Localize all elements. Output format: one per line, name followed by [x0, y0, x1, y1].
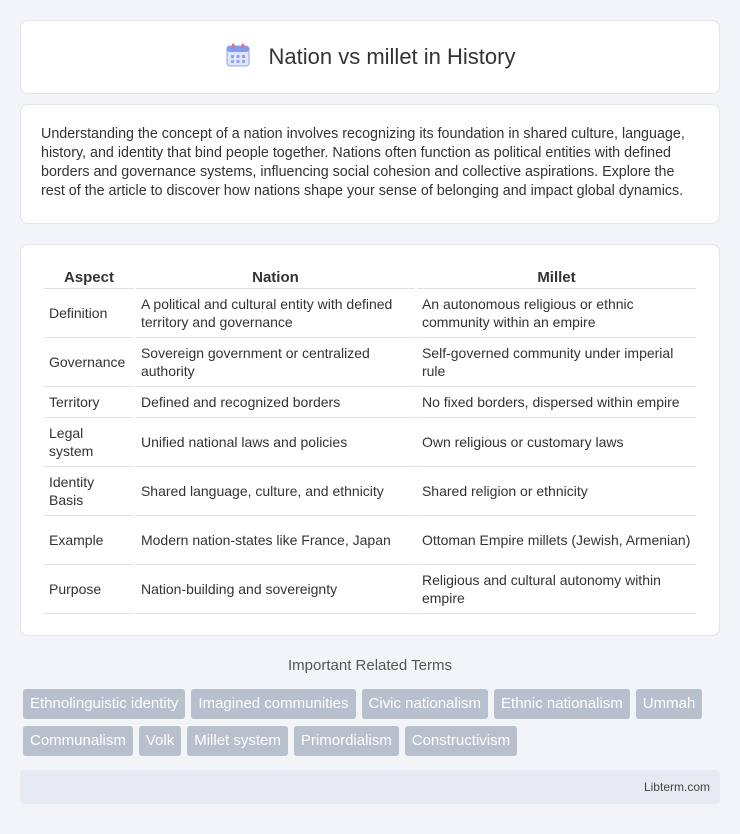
- footer-site-link[interactable]: Libterm.com: [643, 780, 710, 794]
- intro-card: [20, 104, 720, 224]
- nation-cell: Defined and recognized borders: [136, 387, 415, 418]
- related-terms-list: [23, 689, 723, 756]
- aspect-cell: Legal system: [44, 418, 134, 467]
- page-title: Nation vs millet in History: [268, 44, 516, 69]
- table-row: [44, 418, 696, 467]
- table-row: [44, 338, 696, 387]
- related-term-tag[interactable]: Civic nationalism: [362, 689, 489, 719]
- header-nation: Nation: [136, 265, 415, 289]
- nation-cell: A political and cultural entity with defined territory and governance: [136, 289, 415, 338]
- table-header-row: [44, 265, 696, 289]
- table-row: [44, 516, 696, 565]
- millet-cell: Ottoman Empire millets (Jewish, Armenian): [417, 516, 696, 565]
- millet-cell: Religious and cultural autonomy within empire: [417, 565, 696, 614]
- aspect-cell: Purpose: [44, 565, 134, 614]
- millet-cell: An autonomous religious or ethnic community within an empire: [417, 289, 696, 338]
- related-term-tag[interactable]: Ethnic nationalism: [494, 689, 630, 719]
- related-term-tag[interactable]: Constructivism: [405, 726, 517, 756]
- aspect-cell: Example: [44, 516, 134, 565]
- nation-cell: Shared language, culture, and ethnicity: [136, 467, 415, 516]
- comparison-table-card: [20, 244, 720, 636]
- header-card: [20, 20, 720, 94]
- millet-cell: Self-governed community under imperial rule: [417, 338, 696, 387]
- aspect-cell: Identity Basis: [44, 467, 134, 516]
- related-term-tag[interactable]: Imagined communities: [191, 689, 355, 719]
- header-aspect: Aspect: [44, 265, 134, 289]
- table-row: [44, 565, 696, 614]
- aspect-cell: Territory: [44, 387, 134, 418]
- nation-cell: Modern nation-states like France, Japan: [136, 516, 415, 565]
- table-row: [44, 289, 696, 338]
- aspect-cell: Governance: [44, 338, 134, 387]
- millet-cell: No fixed borders, dispersed within empire: [417, 387, 696, 418]
- table-row: [44, 387, 696, 418]
- related-term-tag[interactable]: Primordialism: [294, 726, 399, 756]
- footer: [20, 770, 720, 804]
- comparison-table: [42, 265, 698, 614]
- related-term-tag[interactable]: Ummah: [636, 689, 703, 719]
- millet-cell: Shared religion or ethnicity: [417, 467, 696, 516]
- intro-text: Understanding the concept of a nation involves recognizing its foundation in shared culture, language, history, and identity that bind people together. Nations often function as political entities with defined borders and governance systems, influencing social cohesion and collective aspirations. Explore the rest of the article to discover how nations shape your sense of belonging and impact global dynamics.: [41, 126, 685, 199]
- calendar-icon: [225, 42, 251, 73]
- table-row: [44, 467, 696, 516]
- nation-cell: Nation-building and sovereignty: [136, 565, 415, 614]
- related-terms-title: Important Related Terms: [288, 657, 452, 674]
- nation-cell: Sovereign government or centralized authority: [136, 338, 415, 387]
- related-term-tag[interactable]: Ethnolinguistic identity: [23, 689, 185, 719]
- header-millet: Millet: [417, 265, 696, 289]
- millet-cell: Own religious or customary laws: [417, 418, 696, 467]
- related-term-tag[interactable]: Millet system: [187, 726, 288, 756]
- related-term-tag[interactable]: Communalism: [23, 726, 133, 756]
- nation-cell: Unified national laws and policies: [136, 418, 415, 467]
- aspect-cell: Definition: [44, 289, 134, 338]
- related-term-tag[interactable]: Volk: [139, 726, 181, 756]
